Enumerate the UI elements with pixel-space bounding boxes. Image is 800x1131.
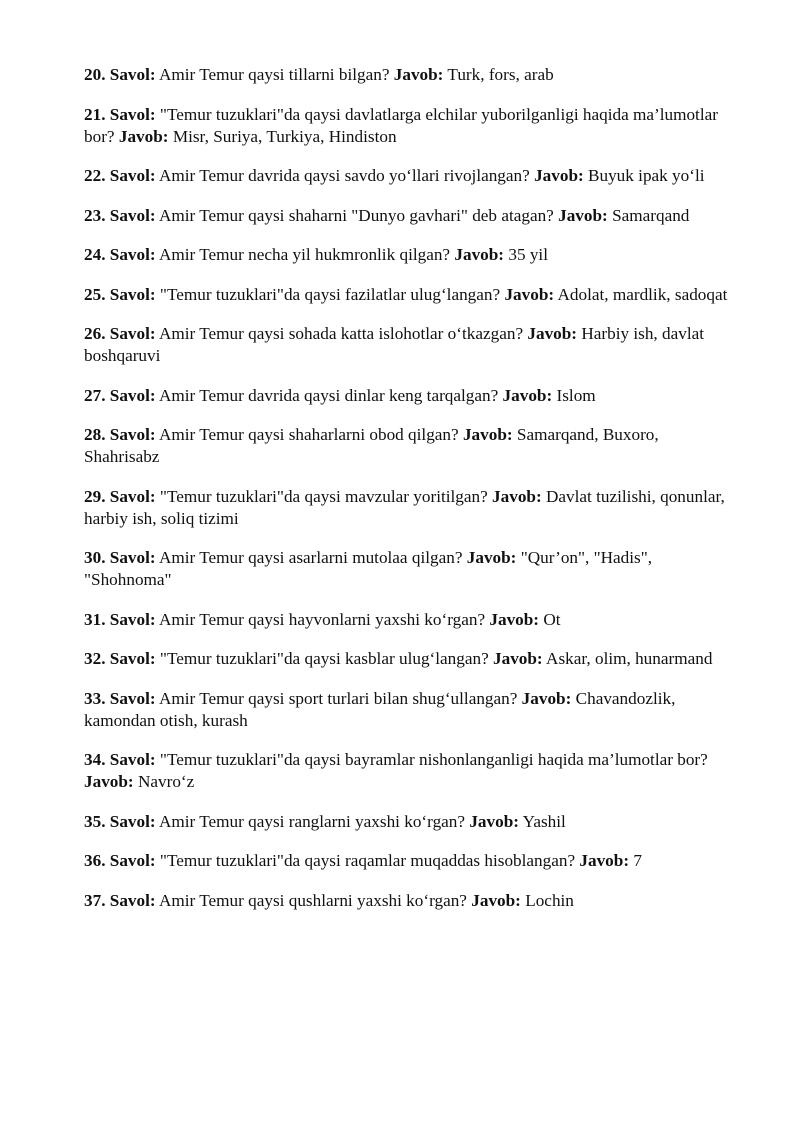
- savol-label: Savol:: [109, 284, 156, 304]
- answer-text: Yashil: [522, 811, 566, 831]
- savol-label: Savol:: [109, 245, 156, 264]
- savol-label: Savol:: [109, 324, 156, 343]
- question-number: 31.: [84, 609, 106, 629]
- question-number: 24.: [84, 245, 106, 264]
- qa-item-20: [84, 64, 734, 86]
- question-text: "Temur tuzuklari"da qaysi bayramlar nishonlanganligi haqida ma’lumotlar bor?: [159, 750, 708, 769]
- qa-item-34: [84, 749, 734, 793]
- javob-label: Javob:: [492, 486, 542, 506]
- answer-text: Buyuk ipak yo‘li: [588, 166, 705, 185]
- qa-item-21: [84, 104, 734, 148]
- qa-item-23: [84, 205, 734, 227]
- qa-item-36: [84, 850, 734, 872]
- javob-label: Javob:: [489, 609, 540, 629]
- document-page: [84, 64, 734, 929]
- answer-text: Samarqand, Buxoro, Shahrisabz: [84, 425, 659, 466]
- answer-text: Chavandozlik, kamondan otish, kurash: [84, 688, 676, 730]
- question-text: "Temur tuzuklari"da qaysi raqamlar muqaddas hisoblangan?: [159, 851, 576, 870]
- question-number: 28.: [84, 425, 106, 444]
- savol-label: Savol:: [109, 688, 156, 708]
- qa-item-27: [84, 385, 734, 407]
- answer-text: Davlat tuzilishi, qonunlar, harbiy ish, soliq tizimi: [84, 486, 725, 528]
- savol-label: Savol:: [109, 205, 156, 225]
- javob-label: Javob:: [471, 890, 521, 910]
- question-number: 27.: [84, 385, 106, 405]
- savol-label: Savol:: [109, 65, 156, 84]
- savol-label: Savol:: [109, 609, 156, 629]
- question-text: Amir Temur davrida qaysi savdo yo‘llari rivojlangan?: [158, 166, 530, 185]
- qa-item-28: [84, 424, 734, 468]
- qa-item-25: [84, 284, 734, 306]
- answer-text: Islom: [556, 385, 596, 405]
- savol-label: Savol:: [109, 425, 156, 444]
- question-number: 22.: [84, 166, 106, 185]
- answer-text: Misr, Suriya, Turkiya, Hindiston: [172, 126, 397, 146]
- question-text: Amir Temur qaysi qushlarni yaxshi ko‘rgan?: [158, 890, 467, 910]
- question-number: 36.: [84, 851, 106, 870]
- savol-label: Savol:: [109, 166, 156, 185]
- javob-label: Javob:: [521, 688, 572, 708]
- question-number: 23.: [84, 205, 106, 225]
- javob-label: Javob:: [534, 166, 584, 185]
- qa-item-37: [84, 890, 734, 912]
- question-text: "Temur tuzuklari"da qaysi kasblar ulug‘langan?: [159, 649, 489, 668]
- answer-text: Harbiy ish, davlat boshqaruvi: [84, 324, 705, 365]
- savol-label: Savol:: [109, 750, 156, 769]
- qa-item-31: [84, 609, 734, 631]
- qa-item-24: [84, 244, 734, 266]
- savol-label: Savol:: [109, 104, 156, 124]
- answer-text: Lochin: [525, 890, 574, 910]
- question-text: "Temur tuzuklari"da qaysi fazilatlar ulug‘langan?: [159, 284, 501, 304]
- question-text: Amir Temur qaysi tillarni bilgan?: [158, 65, 390, 84]
- javob-label: Javob:: [118, 126, 169, 146]
- answer-text: Ot: [543, 609, 561, 629]
- javob-label: Javob:: [579, 851, 630, 870]
- question-number: 20.: [84, 65, 106, 84]
- question-number: 26.: [84, 324, 106, 343]
- question-number: 25.: [84, 284, 106, 304]
- javob-label: Javob:: [393, 65, 444, 84]
- question-text: "Temur tuzuklari"da qaysi mavzular yoritilgan?: [159, 486, 488, 506]
- javob-label: Javob:: [504, 284, 555, 304]
- question-text: Amir Temur davrida qaysi dinlar keng tarqalgan?: [158, 385, 499, 405]
- javob-label: Javob:: [502, 385, 553, 405]
- question-text: Amir Temur necha yil hukmronlik qilgan?: [158, 245, 451, 264]
- javob-label: Javob:: [454, 245, 505, 264]
- savol-label: Savol:: [109, 890, 156, 910]
- qa-item-32: [84, 648, 734, 670]
- question-text: "Temur tuzuklari"da qaysi davlatlarga elchilar yuborilganligi haqida ma’lumotlar bor?: [84, 104, 718, 146]
- qa-item-33: [84, 688, 734, 732]
- qa-item-35: [84, 811, 734, 833]
- question-text: Amir Temur qaysi ranglarni yaxshi ko‘rgan?: [158, 811, 466, 831]
- qa-item-29: [84, 486, 734, 530]
- question-number: 34.: [84, 750, 106, 769]
- question-number: 30.: [84, 548, 106, 567]
- javob-label: Javob:: [84, 772, 134, 791]
- answer-text: Samarqand: [612, 205, 690, 225]
- savol-label: Savol:: [109, 811, 156, 831]
- answer-text: 7: [633, 851, 642, 870]
- savol-label: Savol:: [109, 649, 156, 668]
- answer-text: Adolat, mardlik, sadoqat: [557, 284, 728, 304]
- question-text: Amir Temur qaysi sport turlari bilan shug‘ullangan?: [158, 688, 518, 708]
- question-text: Amir Temur qaysi shaharlarni obod qilgan?: [158, 425, 459, 444]
- savol-label: Savol:: [109, 548, 156, 567]
- question-number: 29.: [84, 486, 106, 506]
- savol-label: Savol:: [109, 385, 156, 405]
- question-text: Amir Temur qaysi hayvonlarni yaxshi ko‘rgan?: [158, 609, 486, 629]
- javob-label: Javob:: [466, 548, 517, 567]
- question-number: 37.: [84, 890, 106, 910]
- question-number: 32.: [84, 649, 106, 668]
- question-text: Amir Temur qaysi asarlarni mutolaa qilgan?: [158, 548, 463, 567]
- question-text: Amir Temur qaysi shaharni "Dunyo gavhari" deb atagan?: [158, 205, 554, 225]
- javob-label: Javob:: [493, 649, 543, 668]
- answer-text: "Qur’on", "Hadis", "Shohnoma": [84, 548, 653, 589]
- savol-label: Savol:: [109, 851, 156, 870]
- javob-label: Javob:: [469, 811, 519, 831]
- answer-text: Navro‘z: [137, 772, 195, 791]
- question-text: Amir Temur qaysi sohada katta islohotlar o‘tkazgan?: [158, 324, 524, 343]
- answer-text: Turk, fors, arab: [447, 65, 554, 84]
- savol-label: Savol:: [109, 486, 156, 506]
- qa-item-30: [84, 547, 734, 591]
- javob-label: Javob:: [527, 324, 578, 343]
- answer-text: 35 yil: [508, 245, 548, 264]
- question-number: 21.: [84, 104, 106, 124]
- javob-label: Javob:: [462, 425, 513, 444]
- qa-item-22: [84, 165, 734, 187]
- question-number: 35.: [84, 811, 106, 831]
- question-number: 33.: [84, 688, 106, 708]
- javob-label: Javob:: [558, 205, 608, 225]
- qa-item-26: [84, 323, 734, 367]
- answer-text: Askar, olim, hunarmand: [546, 649, 713, 668]
